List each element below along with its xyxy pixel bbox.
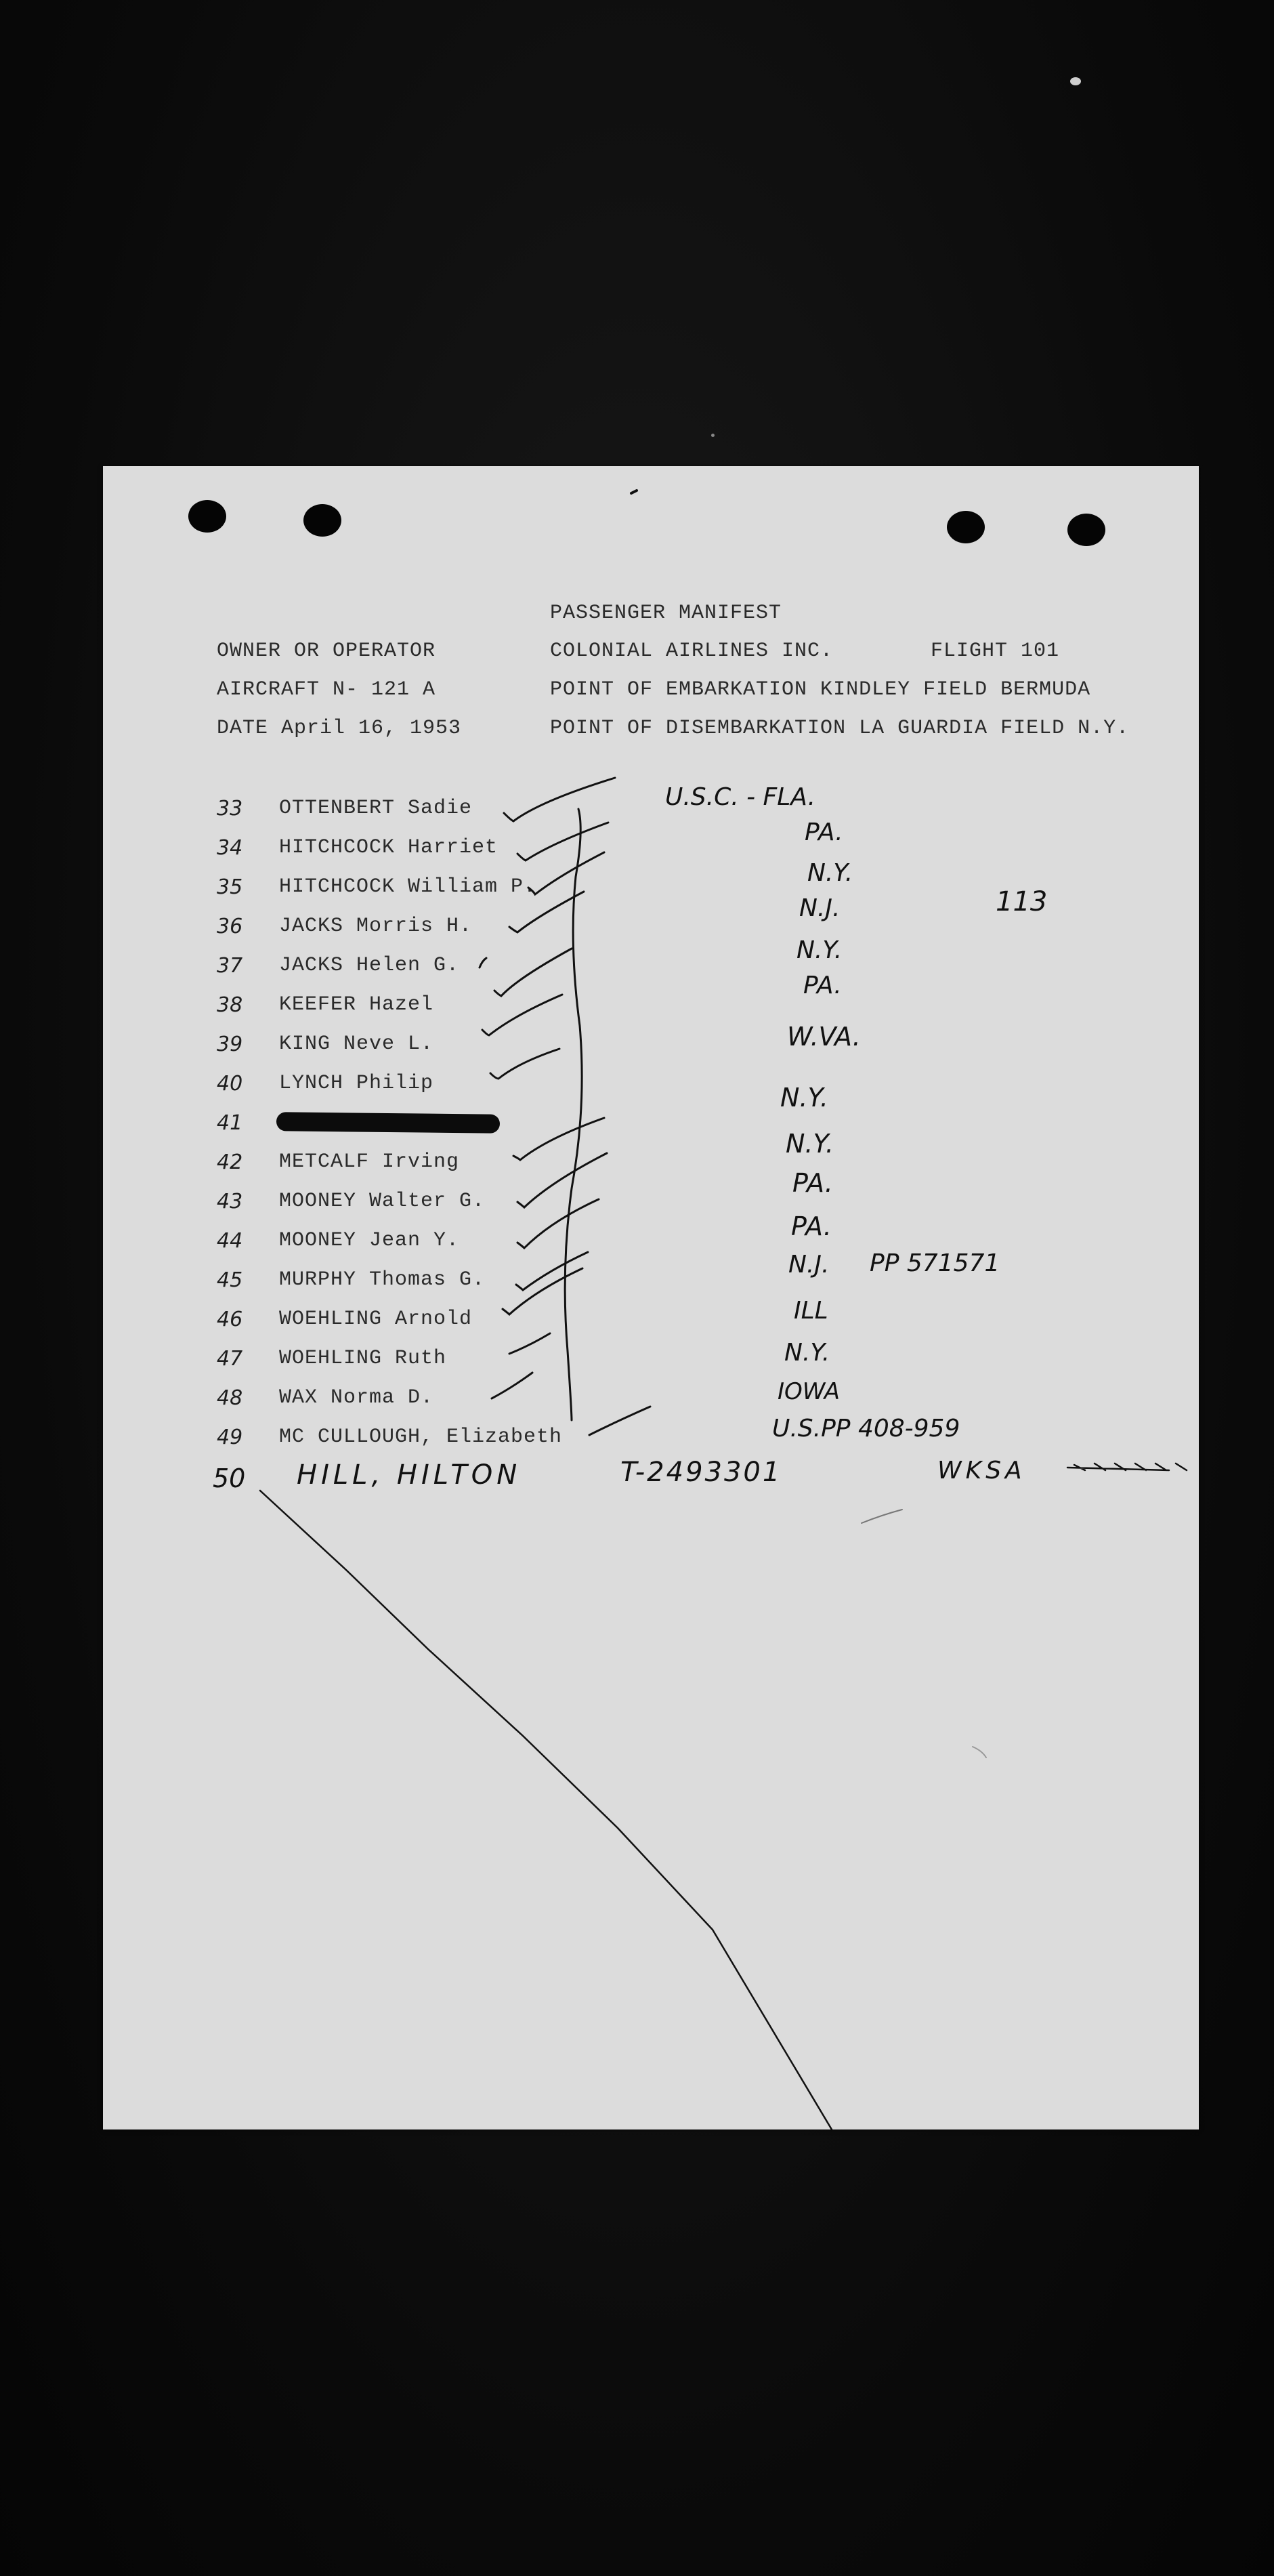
row-number: 38 [217,993,243,1017]
passenger-name: HITCHCOCK Harriet [279,836,498,859]
owner-value: COLONIAL AIRLINES INC. [550,640,834,663]
passenger-name: WAX Norma D. [279,1386,434,1409]
row-number: 49 [217,1426,243,1449]
check-mark [509,1333,550,1354]
dust-speck [1070,77,1081,85]
passenger-name: KING Neve L. [279,1033,434,1056]
passenger-state: U.S.C. - FLA. [665,783,816,811]
passenger-state: PA. [791,1211,832,1241]
passenger-state: N.J. [788,1251,830,1279]
check-mark [490,1049,559,1079]
row-50-number: 50 [213,1463,246,1493]
flight-number: FLIGHT 101 [931,640,1060,663]
check-mark [482,995,562,1035]
passenger-state: N.Y. [807,859,853,887]
passenger-name: MURPHY Thomas G. [279,1268,486,1291]
disembarkation-point: POINT OF DISEMBARKATION LA GUARDIA FIELD N.Y. [550,717,1130,740]
row-number: 40 [217,1072,243,1096]
passenger-name: WOEHLING Arnold [279,1308,473,1331]
row-number: 48 [217,1386,243,1410]
row-50-name: HILL, HILTON [297,1459,522,1491]
row-number: 39 [217,1033,243,1056]
passenger-state: N.J. [799,894,841,922]
check-mark [513,1118,604,1160]
passport-annotation: PP 571571 [870,1249,1000,1277]
dust-speck [711,434,715,437]
embarkation-point: POINT OF EMBARKATION KINDLEY FIELD BERMUDA [550,678,1091,701]
row-number: 37 [217,954,243,978]
passenger-name: KEEFER Hazel [279,993,434,1016]
passenger-state: PA. [792,1168,833,1198]
passenger-state: N.Y. [780,1083,828,1113]
passenger-name: METCALF Irving [279,1150,460,1173]
passenger-name: HITCHCOCK William P. [279,875,537,898]
passenger-state: W.VA. [787,1022,861,1052]
row-number: 43 [217,1190,243,1213]
manifest-date: DATE April 16, 1953 [217,717,462,740]
passenger-name: JACKS Morris H. [279,915,473,938]
check-mark [589,1407,650,1435]
passenger-state: N.Y. [784,1339,830,1367]
stray-mark [973,1747,986,1758]
passenger-state: PA. [805,818,843,846]
row-number: 45 [217,1268,243,1292]
passenger-name: MOONEY Jean Y. [279,1229,460,1252]
row-number: 47 [217,1347,243,1371]
stray-mark [862,1510,902,1523]
check-mark [528,852,604,894]
passenger-name: MOONEY Walter G. [279,1190,486,1213]
check-mark [517,823,608,860]
row-50-ticket: T-2493301 [620,1457,782,1488]
owner-label: OWNER OR OPERATOR [217,640,436,663]
strike-through [1067,1463,1187,1470]
check-mark [494,949,572,996]
passenger-state: PA. [803,972,842,999]
check-mark [503,1268,582,1314]
row-50-code: WKSA [937,1457,1026,1484]
passenger-name: WOEHLING Ruth [279,1347,447,1370]
stray-mark [631,491,637,493]
passenger-state: N.Y. [786,1129,834,1159]
handwritten-marks [103,466,1199,2130]
check-mark [517,1153,607,1207]
passenger-name: OTTENBERT Sadie [279,797,473,820]
passenger-state: IOWA [778,1378,840,1405]
passenger-state: N.Y. [797,936,843,964]
check-mark [517,1199,599,1248]
check-mark [480,958,486,968]
row-number: 35 [217,875,243,899]
passenger-name: LYNCH Philip [279,1072,434,1095]
aircraft-label: AIRCRAFT N- 121 A [217,678,436,701]
page-number-annotation: 113 [996,886,1048,917]
row-number: 41 [217,1111,243,1135]
row-number: 46 [217,1308,243,1331]
passenger-name: JACKS Helen G. [279,954,460,977]
row-number: 33 [217,797,243,820]
passenger-state: ILL [794,1297,828,1325]
row-number: 34 [217,836,243,860]
check-mark [492,1373,532,1398]
row-number: 42 [217,1150,243,1174]
cancellation-line [260,1491,832,2130]
row-number: 36 [217,915,243,938]
row-number: 44 [217,1229,243,1253]
check-mark [504,778,615,821]
passenger-name: MC CULLOUGH, Elizabeth [279,1426,563,1449]
passenger-state: U.S.PP 408-959 [772,1415,960,1442]
manifest-title: PASSENGER MANIFEST [550,602,782,625]
